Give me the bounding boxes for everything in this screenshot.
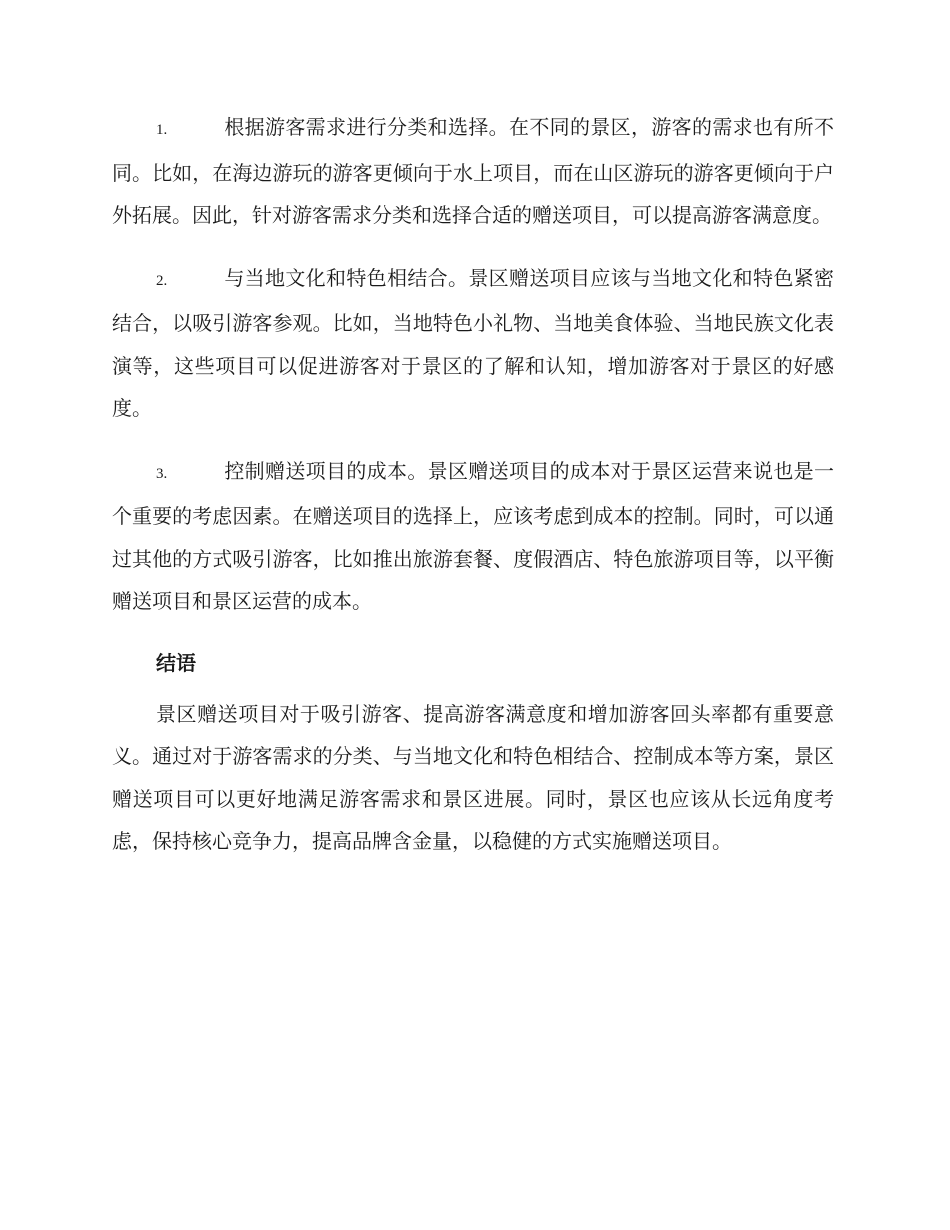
list-item-3 xyxy=(112,450,834,623)
conclusion-heading: 结语 xyxy=(156,650,196,675)
list-number-1: 1. xyxy=(156,122,168,138)
list-text-2: 与当地文化和特色相结合。景区赠送项目应该与当地文化和特色紧密结合，以吸引游客参观。比如，当地特色小礼物、当地美食体验、当地民族文化表演等，这些项目可以促进游客对于景区的了解和认知，增加游客对于景区的好感度。 xyxy=(112,265,834,420)
list-text-3: 控制赠送项目的成本。景区赠送项目的成本对于景区运营来说也是一个重要的考虑因素。在赠送项目的选择上，应该考虑到成本的控制。同时，可以通过其他的方式吸引游客，比如推出旅游套餐、度假酒店、特色旅游项目等，以平衡赠送项目和景区运营的成本。 xyxy=(112,458,834,613)
list-item-1 xyxy=(112,106,834,237)
list-number-2: 2. xyxy=(156,272,168,289)
list-text-1: 根据游客需求进行分类和选择。在不同的景区，游客的需求也有所不同。比如，在海边游玩的游客更倾向于水上项目，而在山区游玩的游客更倾向于户外拓展。因此，针对游客需求分类和选择合适的赠送项目，可以提高游客满意度。 xyxy=(112,115,834,227)
document-page xyxy=(112,106,834,863)
list-number-3: 3. xyxy=(156,465,168,482)
list-item-2 xyxy=(112,257,834,430)
conclusion-paragraph: 景区赠送项目对于吸引游客、提高游客满意度和增加游客回头率都有重要意义。通过对于游客需求的分类、与当地文化和特色相结合、控制成本等方案，景区赠送项目可以更好地满足游客需求和景区进展。同时，景区也应该从长远角度考虑，保持核心竞争力，提高品牌含金量，以稳健的方式实施赠送项目。 xyxy=(112,701,834,853)
